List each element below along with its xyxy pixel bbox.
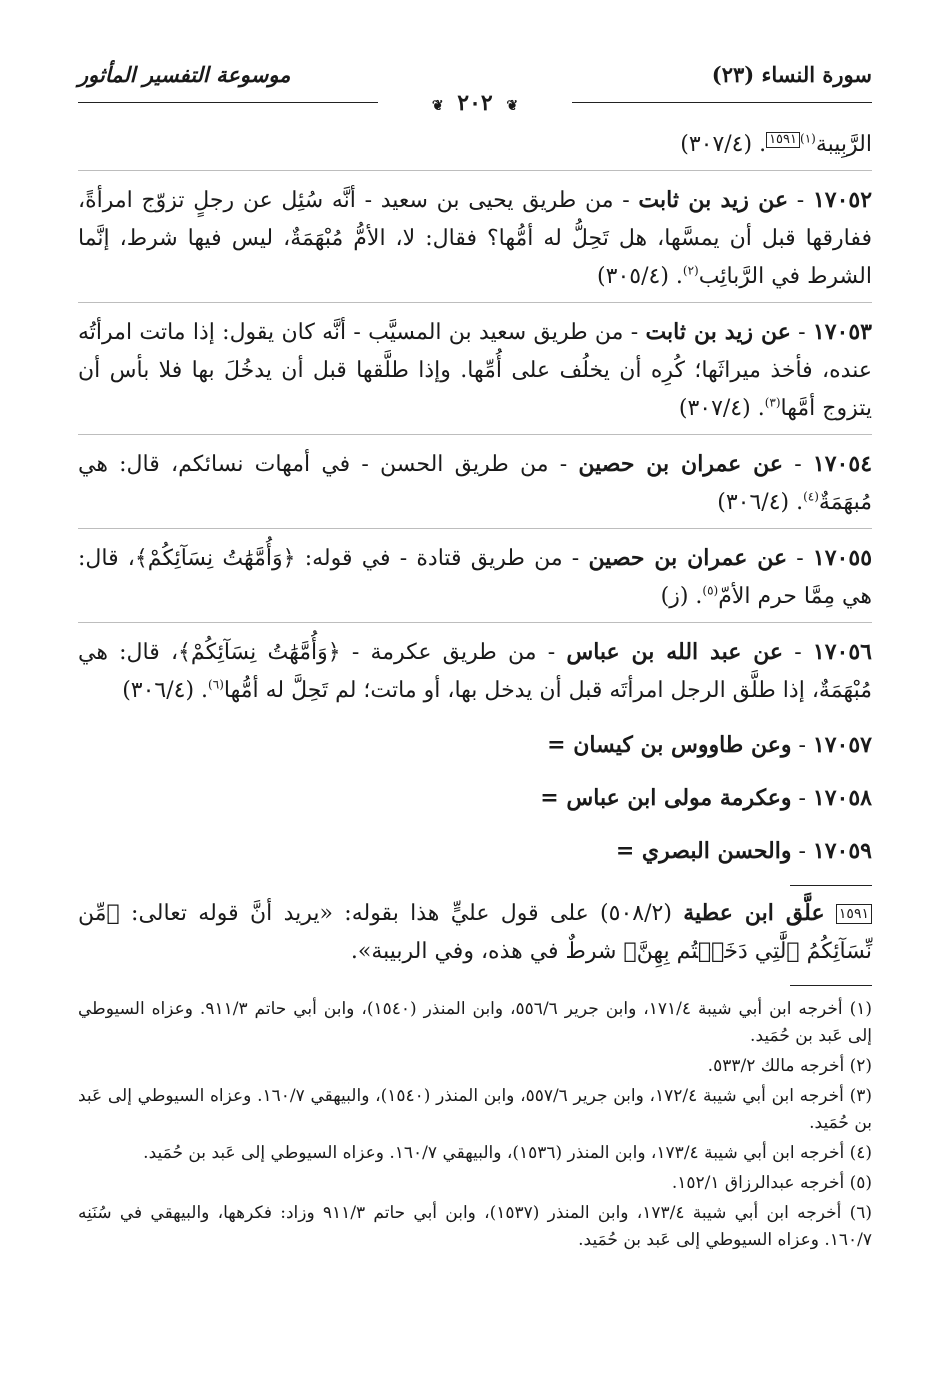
narration-text: وعن طاووس بن كيسان = xyxy=(547,732,792,758)
ornament-icon: ❦ xyxy=(431,98,444,114)
footnote: (٢) أخرجه مالك ٥٣٣/٢. xyxy=(707,1056,872,1076)
footnote-separator xyxy=(790,985,872,986)
narration-entry: ١٧٠٥٨ - وعكرمة مولى ابن عباس = xyxy=(540,785,872,811)
footnote-marker: (٢) xyxy=(682,263,699,278)
narration-entry: ١٧٠٥٦ - عن عبد الله بن عباس - من طريق عكرمة - ﴿وَأُمَّهَٰتُ نِسَآئِكُمْ﴾، قال: هي مُبْهَمَةٌ، إذا طلَّق الرجل امرأتَه قبل أن يدخل بها، أو ماتت؛ لم تَحِلَّ له أمُّها$^{(٦)}$. (٣٠٦/٤) xyxy=(78,639,872,703)
narration-entry: ١٧٠٥٧ - وعن طاووس بن كيسان = xyxy=(547,732,872,758)
narration-number: ١٧٠٥٥ xyxy=(812,545,873,571)
narration-text: من طريق عكرمة - ﴿وَأُمَّهَٰتُ نِسَآئِكُمْ﴾، قال: هي مُبْهَمَةٌ، إذا طلَّق الرجل امرأتَه قبل أن يدخل بها، أو ماتت؛ لم تَحِلَّ له أمُّها xyxy=(78,640,872,703)
narration-text: وعكرمة مولى ابن عباس = xyxy=(540,785,792,811)
narration-entry: ١٧٠٥٣ - عن زيد بن ثابت - من طريق سعيد بن المسيَّب - أنَّه كان يقول: إذا ماتت امرأتُه عنده، فأخذ ميراثَها؛ كُرِه أن يخلُف على أُمِّها. وإذا طلَّقها قبل أن يدخُلَ بها فلا بأس أن يتزوج أمَّها$^{(٣)}$. (٣٠٧/٤) xyxy=(78,313,872,435)
book-title: موسوعة التفسير المأثور xyxy=(78,62,291,87)
narration-text: والحسن البصري = xyxy=(615,838,792,864)
comment-box-number: ١٥٩١ xyxy=(836,904,872,924)
page-number: ٢٠٢ xyxy=(457,90,493,116)
page-body xyxy=(78,126,872,871)
volume-page-ref: . (٣٠٦/٤) xyxy=(717,490,804,515)
narration-entry: ١٧٠٥٢ - عن زيد بن ثابت - من طريق يحيى بن سعيد - أنَّه سُئِل عن رجلٍ تزوّج امرأةً، ففارقها قبل أن يمسَّها، هل تَحِلُّ له أمُّها؟ فقال: لا، الأمُّ مُبْهَمَةٌ، ليس فيها شرط، إنَّما الشرط في الرَّبائِب$^{(٢)}$. (٣٠٥/٤) xyxy=(78,181,872,303)
footnote: (٤) أخرجه ابن أبي شيبة ١٧٣/٤، وابن المنذر (١٥٣٦)، والبيهقي ١٦٠/٧. وعزاه السيوطي إلى عَبد بن حُمَيد. xyxy=(143,1143,872,1163)
comment-separator xyxy=(790,885,872,886)
narration-text: من طريق الحسن - في أمهات نسائكم، قال: هي مُبهَمَةٌ xyxy=(78,452,872,515)
volume-page-ref: . (٣٠٦/٤) xyxy=(122,678,209,703)
volume-page-ref: . (٣٠٥/٤) xyxy=(597,264,683,289)
narration-entry: ١٧٠٥٤ - عن عمران بن حصين - من طريق الحسن - في أمهات نسائكم، قال: هي مُبهَمَةٌ$^{(٤)}$. (٣٠٦/٤) xyxy=(78,445,872,529)
page-header xyxy=(78,52,872,116)
narration-source: عن زيد بن ثابت xyxy=(645,319,791,345)
narration-number: ١٧٠٥٣ xyxy=(812,319,872,345)
footnote: (٣) أخرجه ابن أبي شيبة ١٧٢/٤، وابن جرير ٥٥٧/٦، وابن المنذر (١٥٤٠)، والبيهقي ١٦٠/٧. وعزاه السيوطي إلى عَبد بن حُمَيد. xyxy=(78,1086,873,1133)
intro-text: الرَّبِيبة xyxy=(815,132,872,157)
narration-number: ١٧٠٥٤ xyxy=(812,451,873,477)
comment-box-number: ١٥٩١ xyxy=(766,132,800,148)
footnote-marker: (١) xyxy=(800,131,816,146)
footnote-marker: (٣) xyxy=(764,395,781,410)
commentary-block xyxy=(78,894,872,971)
footnote: (١) أخرجه ابن أبي شيبة ١٧١/٤، وابن جرير ٥٥٦/٦، وابن المنذر (١٥٤٠)، وابن أبي حاتم ٩١١/٣. وعزاه السيوطي إلى عَبد بن حُمَيد. xyxy=(78,999,872,1046)
footnote: (٥) أخرجه عبدالرزاق ١٥٢/١. xyxy=(671,1173,872,1193)
narration-number: ١٧٠٥٨ xyxy=(812,785,872,811)
volume-page-ref: . (٣٠٧/٤) xyxy=(680,132,767,157)
book-page xyxy=(78,52,872,1257)
surah-title: سورة النساء (٢٣) xyxy=(711,62,872,87)
narration-text: من طريق قتادة - في قوله: ﴿وَأُمَّهَٰتُ نِسَآئِكُمْ﴾، قال: هي مِمَّا حرم الأمّ xyxy=(78,546,872,609)
narration-entry: ١٧٠٥٩ - والحسن البصري = xyxy=(615,838,872,864)
footnote-marker: (٥) xyxy=(702,583,719,598)
narration-text: من طريق يحيى بن سعيد - أنَّه سُئِل عن رجلٍ تزوّج امرأةً، ففارقها قبل أن يمسَّها، هل تَحِلُّ له أمُّها؟ فقال: لا، الأمُّ مُبْهَمَةٌ، ليس فيها شرط، إنَّما الشرط في الرَّبائِب xyxy=(78,188,872,289)
footnote-marker: (٤) xyxy=(803,489,819,504)
ornament-icon: ❦ xyxy=(506,98,519,114)
narration-number: ١٧٠٥٩ xyxy=(812,838,872,864)
footnote: (٦) أخرجه ابن أبي شيبة ١٧٣/٤، وابن المنذر (١٥٣٧)، وابن أبي حاتم ٩١١/٣ وزاد: فكرهها، والبيهقي في سُنَنِه ١٦٠/٧. وعزاه السيوطي إلى عَبد بن حُمَيد. xyxy=(78,1203,873,1250)
commentary-lead: علَّق ابن عطية xyxy=(683,900,825,926)
volume-page-ref: . (ز) xyxy=(660,584,703,609)
narration-number: ١٧٠٥٦ xyxy=(812,639,872,665)
header-rule-right xyxy=(572,102,872,103)
narration-source: عن زيد بن ثابت xyxy=(638,187,789,213)
narration-number: ١٧٠٥٢ xyxy=(812,187,873,213)
commentary-text: (٥٠٨/٢) على قول عليٍّ هذا بقوله: «يريد أنَّ قوله تعالى: ﴿مِّن نِّسَآئِكُمُ ٱلَّٰتِي دَخَلۡتُم بِهِنَّ﴾ شرطٌ في هذه، وفي الربيبة». xyxy=(78,901,872,964)
narration-source: عن عمران بن حصين xyxy=(578,451,784,477)
narration-number: ١٧٠٥٧ xyxy=(812,732,872,758)
narration-entry: ١٧٠٥٥ - عن عمران بن حصين - من طريق قتادة - في قوله: ﴿وَأُمَّهَٰتُ نِسَآئِكُمْ﴾، قال: هي مِمَّا حرم الأمّ$^{(٥)}$. (ز) xyxy=(78,539,872,623)
narration-source: عن عبد الله بن عباس xyxy=(566,639,784,665)
page-number-block xyxy=(418,90,532,116)
footnotes xyxy=(78,996,872,1254)
narration-text: من طريق سعيد بن المسيَّب - أنَّه كان يقول: إذا ماتت امرأتُه عنده، فأخذ ميراثَها؛ كُرِه أن يخلُف على أُمِّها. وإذا طلَّقها قبل أن يدخُلَ بها فلا بأس أن يتزوج أمَّها xyxy=(78,320,872,421)
footnote-marker: (٦) xyxy=(208,677,224,692)
header-rule-left xyxy=(78,102,378,103)
narration-source: عن عمران بن حصين xyxy=(588,545,788,571)
intro-line xyxy=(78,126,872,171)
volume-page-ref: . (٣٠٧/٤) xyxy=(678,396,765,421)
